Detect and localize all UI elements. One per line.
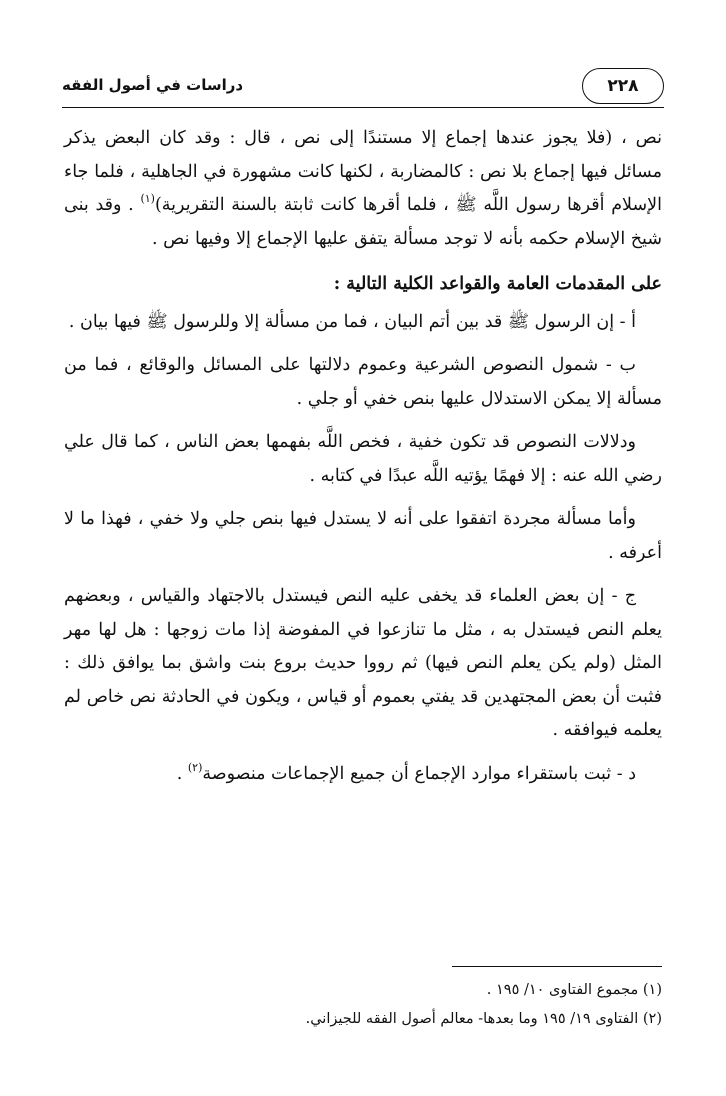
header-rule	[62, 107, 664, 108]
item-b: ب - شمول النصوص الشرعية وعموم دلالتها على المسائل والوقائع ، فما من مسألة إلا يمكن الاستدلال عليها بنص خفي أو جلي .	[64, 355, 662, 409]
paragraph-text-tail: . وقد بنى شيخ الإسلام حكمه بأنه لا توجد مسألة يتفق عليها الإجماع إلا وفيها نص .	[64, 195, 662, 249]
footnote-ref-1: (١)	[140, 192, 155, 205]
item-a: أ - إن الرسول ﷺ قد بين أتم البيان ، فما من مسألة إلا وللرسول ﷺ فيها بيان .	[68, 311, 636, 332]
footnote-1: (١) مجموع الفتاوى ١٠/ ١٩٥ .	[486, 982, 662, 998]
paragraph-continuation	[64, 122, 662, 256]
footnotes	[64, 976, 662, 1034]
paragraph-dalalat: ودلالات النصوص قد تكون خفية ، فخص اللَّه بفهمها بعض الناس ، كما قال علي رضي الله عنه : إلا فهمًا يؤتيه اللَّه عبدًا في كتابه .	[64, 432, 662, 486]
item-c: ج - إن بعض العلماء قد يخفى عليه النص فيستدل بالاجتهاد والقياس ، وبعضهم يعلم النص فيستدل به ، مثل ما تنازعوا في المفوضة إذا مات زوجها : هل لها مهر المثل (ولم يكن يعلم النص فيها) ثم رووا حديث بروع بنت واشق بما يوافق ذلك : فثبت أن بعض المجتهدين قد يفتي بعموم أو قياس ، ويكون في الحادثة نص خاص لم يعلمه فيوافقه .	[64, 586, 662, 740]
paragraph-amma: وأما مسألة مجردة اتفقوا على أنه لا يستدل فيها بنص جلي ولا خفي ، فهذا ما لا أعرفه .	[64, 509, 662, 563]
running-header	[62, 64, 664, 114]
section-heading: على المقدمات العامة والقواعد الكلية التالية :	[333, 274, 662, 294]
item-d-tail: .	[176, 763, 188, 784]
item-d-text: د - ثبت باستقراء موارد الإجماع أن جميع الإجماعات منصوصة	[202, 763, 636, 784]
footnote-2: (٢) الفتاوى ١٩/ ١٩٥ وما بعدها- معالم أصول الفقه للجيزاني.	[305, 1011, 662, 1027]
item-d	[64, 758, 662, 792]
footnote-separator	[452, 966, 662, 967]
main-text	[64, 122, 662, 791]
running-title: دراسات في أصول الفقه	[62, 76, 244, 94]
paragraph-text: نص ، (فلا يجوز عندها إجماع إلا مستندًا إلى نص ، قال : وقد كان البعض يذكر مسائل فيها إجماع بلا نص : كالمضاربة ، لكنها كانت مشهورة في الجاهلية ، فلما جاء الإسلام أقرها رسول اللَّه ﷺ ، فلما أقرها كانت ثابتة بالسنة التقريرية)	[64, 128, 662, 215]
page-number: ٢٢٨	[582, 68, 664, 104]
footnote-ref-2: (٢)	[187, 760, 203, 774]
